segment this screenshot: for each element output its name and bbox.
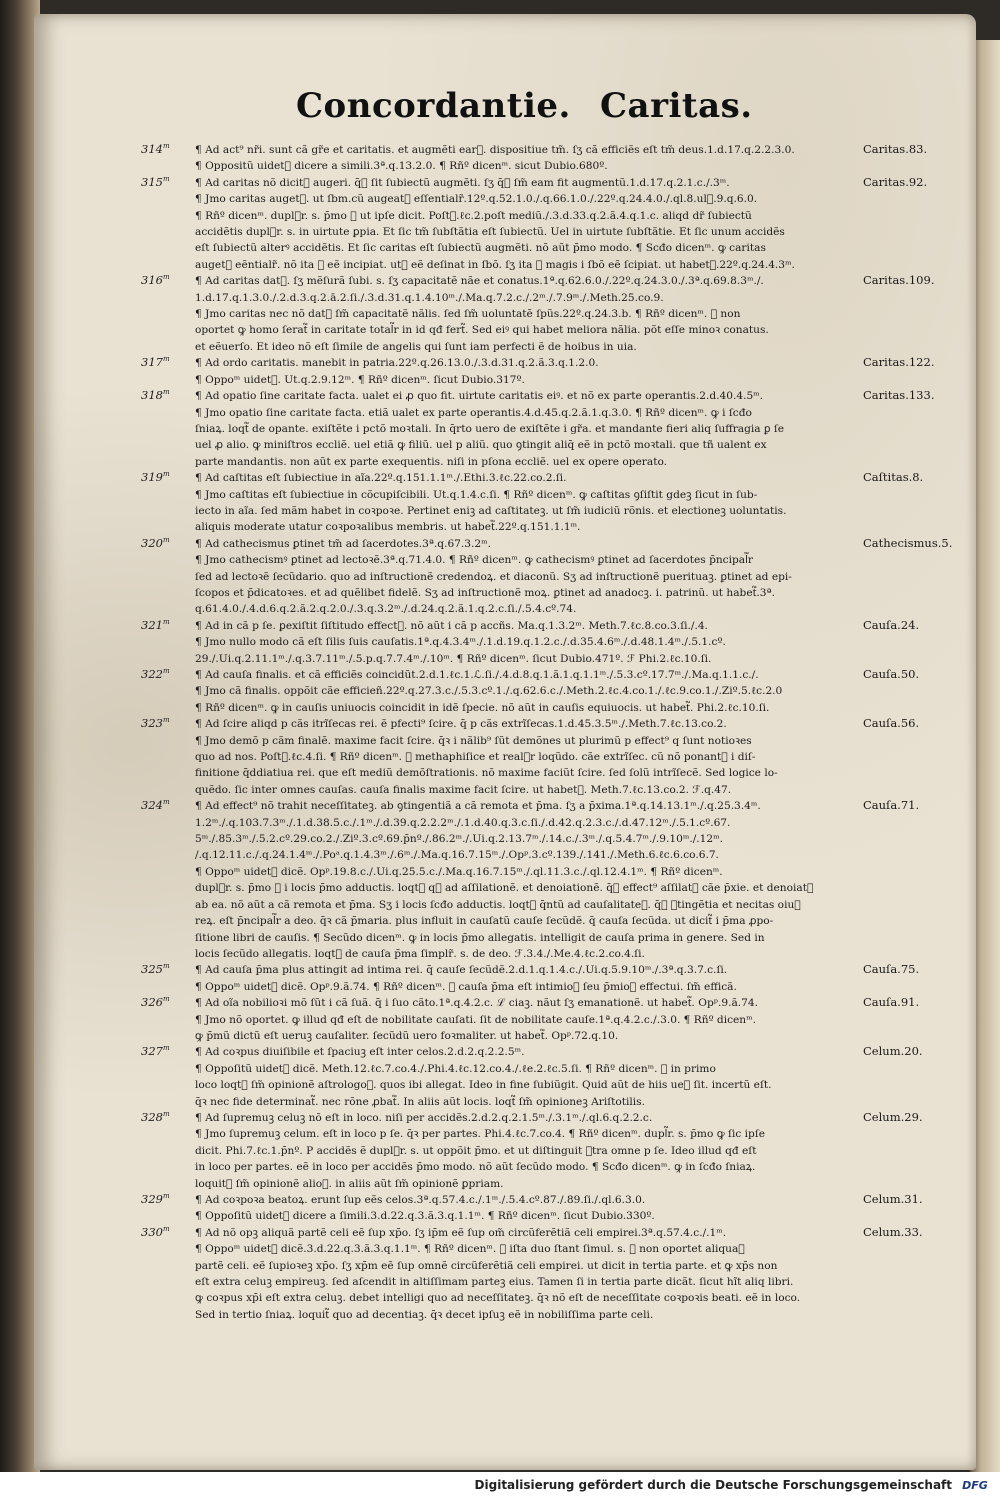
entry-number: 315$^m$ bbox=[141, 174, 170, 189]
text-line: ¶ Oppoſitũ uidet᷑ dicere a ſimili.3.d.22.q.3.ã.3.q.1.1ᵐ. ¶ Rñº dicenᵐ. ſicut Dubio.330º. bbox=[195, 1210, 655, 1223]
entry-number-value: 317 bbox=[141, 355, 163, 370]
text-line: aliquis moderate utatur coꝛpoꝛalibus membris. ut habet᷑.22º.q.151.1.1ᵐ. bbox=[195, 521, 581, 534]
text-line: ꝙ p̄mũ dictũ eſt ueruꝫ cauſaliter. ſecũdũ uero foꝛmaliter. ut habet᷑. Opᵖ.72.q.10. bbox=[195, 1029, 619, 1042]
text-line: ¶ Oppositũ uidet᷑ dicere a simili.3ª.q.13.2.0. ¶ Rñº dicenᵐ. sicut Dubio.680º. bbox=[195, 160, 608, 173]
side-reference: Cauſa.24. bbox=[863, 617, 920, 632]
text-line: ¶ Oppoᵐ uidet᷑ dicẽ. Opᵖ.19.8.c./.Ui.q.25.5.c./.Ma.q.16.7.15ᵐ./.ql.11.3.c./.ql.12.4.1ᵐ. ¶ Rñº dicenᵐ. bbox=[195, 865, 723, 878]
text-line: ¶ Ad cauſa p̄ma plus attingit ad intima rei. q̄ cauſe ſecũdẽ.2.d.1.q.1.4.c./.Ui.q.5.9.10ᵐ./.3ª.q.3.7.c.ſi. bbox=[195, 964, 728, 977]
side-reference: Cathecismus.5. bbox=[863, 535, 953, 550]
text-line: parte mandantis. non aũt ex parte exequentis. niſi in pſona eccliẽ. uel ex opere operato. bbox=[195, 455, 668, 468]
text-line: ¶ Ad in cã p ſe. ꝑexiſtit ſiſtitudo effect᷑. nõ aũt i cã p accñs. Ma.q.1.3.2ᵐ. Meth.7.ℓc.8.co.3.ſi./.4. bbox=[195, 619, 708, 632]
entry-number: 321$^m$ bbox=[141, 617, 170, 632]
entry-text bbox=[195, 1225, 835, 1323]
footer-bar bbox=[0, 1472, 1000, 1500]
entry-text bbox=[195, 273, 835, 355]
text-line: ¶ Jmo opatio ſine caritate facta. etiã ualet ex parte operantis.4.d.45.q.2.ã.1.q.3.0. ¶ Rñº dicenᵐ. ꝙ i ſcđo bbox=[195, 406, 752, 419]
side-reference: Cauſa.50. bbox=[863, 667, 920, 681]
entry-number: 318$^m$ bbox=[141, 388, 170, 403]
text-line: ¶ Oppoᵐ uidet᷑ dicẽ.3.d.22.q.3.ã.3.q.1.1ᵐ. ¶ Rñº dicenᵐ. ꝙ iſta duo ſtant ſimul. s. ꝙ non oportet aliquaꝫ bbox=[195, 1243, 745, 1256]
running-header bbox=[0, 86, 1000, 132]
text-line: ¶ Jmo caritas nec nõ dat᷑ ſm̃ capacitatẽ nãlis. ſed ſm̃ uoluntatẽ ſpũs.22º.q.24.3.b. ¶ Rñº dicenᵐ. ꝙ non bbox=[195, 308, 741, 321]
entry bbox=[141, 388, 1000, 470]
entry-text bbox=[195, 962, 835, 995]
entry-number-value: 328 bbox=[141, 1109, 163, 1124]
entry bbox=[141, 1224, 1000, 1323]
entry-number: 324$^m$ bbox=[141, 798, 170, 813]
entry bbox=[141, 617, 1000, 667]
entry bbox=[141, 1109, 1000, 1192]
text-line: 5ᵐ./.85.3ᵐ./.5.2.cº.29.co.2./.Ziº.3.cº.69.p̄nº./.86.2ᵐ./.Ui.q.2.13.7ᵐ./.14.c./.3ᵐ./.q.5.4.7ᵐ./.9.10ᵐ./.12ᵐ. bbox=[195, 833, 724, 846]
text-line: finitione q̄ddiatiua rei. que eſt mediũ demõſtrationis. nõ maxime faciũt ſcire. ſed ſolũ intrĩſecẽ. Sed logice lo- bbox=[195, 767, 778, 780]
side-reference: Cauſa.56. bbox=[863, 716, 920, 731]
text-line: oportet ꝙ homo ſerat᷑ in caritate total᷑r in id qđ fert᷑. Sed eiꝰ qui habet meliora nãlia. põt eſſe minoꝛ conatus. bbox=[195, 324, 769, 337]
text-line: accidẽtis dupl᷑r. s. in uirtute ꝑpia. Et ſic tm̃ ſubſtãtia eſt ſubiectũ. Uel in uirtute ſubſtãtie. Et ſic unum accidẽs bbox=[195, 226, 785, 239]
text-line: ſitione libri de cauſis. ¶ Secũdo dicenᵐ. ꝙ in locis p̄mo allegatis. intelligit de cauſa prima in genere. Sed in bbox=[195, 931, 765, 944]
side-reference: Caritas.109. bbox=[863, 273, 935, 288]
side-reference: Celum.31. bbox=[863, 1192, 923, 1206]
entry-number: 330$^m$ bbox=[141, 1224, 170, 1239]
text-line: ¶ Ad opatio ſine caritate facta. ualet ei ꝓ quo fit. uirtute caritatis eiꝰ. et nõ ex parte operantis.2.d.40.4.5ᵐ. bbox=[195, 390, 764, 403]
entry-text bbox=[195, 1044, 835, 1110]
entry-number-value: 319 bbox=[141, 470, 163, 485]
entry-number-value: 316 bbox=[141, 273, 163, 288]
entry-number: 323$^m$ bbox=[141, 716, 170, 731]
text-line: ¶ Ad caritas nõ dicit᷑ augeri. q̄ꝛ ſit ſubiectũ augmẽti. ſʒ q̄ꝛ ſm̃ eam fit augmentũ.1.d.17.q.2.1.c./.3ᵐ. bbox=[195, 176, 730, 189]
text-line: dicit. Phi.7.ℓc.1.p̄nº. P accidẽs ẽ dupl᷑r. s. ut oppõit p̄mo. et ut diſtinguit ꝯtra omne p ſe. Ideo illud qđ eſt bbox=[195, 1144, 757, 1157]
text-line: /.q.12.11.c./.q.24.1.4ᵐ./.Poᵃ.q.1.4.3ᵐ./.6ᵐ./.Ma.q.16.7.15ᵐ./.Opᵖ.3.cº.139./.141./.Meth.6.ℓc.6.co.6.7. bbox=[195, 849, 719, 862]
entry-text bbox=[195, 175, 835, 273]
text-line: ſed ad lectoꝛẽ ſecũdario. quo ad inſtructionẽ credendoꝝ. et diaconũ. Sʒ ad inſtructionẽ puerituaꝫ. ꝑtinet ad epi- bbox=[195, 570, 792, 583]
text-line: 1.d.17.q.1.3.0./.2.d.3.q.2.ā.2.ſi./.3.d.31.q.1.4.10ᵐ./.Ma.q.7.2.c./.2ᵐ./.7.9ᵐ./.Meth.25.co.9. bbox=[195, 291, 664, 304]
entry-number-value: 330 bbox=[141, 1224, 163, 1239]
side-reference: Caritas.133. bbox=[863, 388, 935, 403]
text-line: ¶ Ad oĩa nobilioꝛi mõ ſũt i cã ſuã. q̄ i ſuo cãto.1ª.q.4.2.c. ℒ ciaꝫ. nãut ſʒ emanationẽ. ut habet᷑. Opᵖ.9.ã.74. bbox=[195, 997, 758, 1010]
text-line: loquit᷑ ſm̃ opinionẽ alioꝝ. in aliis aũt ſm̃ opinionẽ ꝑpriam. bbox=[195, 1177, 504, 1190]
side-reference: Celum.33. bbox=[863, 1224, 923, 1239]
side-reference: Caritas.92. bbox=[863, 174, 928, 189]
header-left: Concordantie. bbox=[296, 86, 571, 126]
text-line: ¶ Oppoᵐ uidet᷑. Ut.q.2.9.12ᵐ. ¶ Rñº dicenᵐ. ſicut Dubio.317º. bbox=[195, 373, 525, 386]
text-line: ¶ Jmo caſtitas eſt ſubiectiue in cõcupiſcibili. Ut.q.1.4.c.ſi. ¶ Rñº dicenᵐ. ꝙ caſtitas ꝯſiſtit gdeꝫ ſicut in ſub- bbox=[195, 488, 758, 501]
text-line: ¶ Jmo cã finalis. oppõit cãe efficieñ.22º.q.27.3.c./.5.3.cº.1./.q.62.6.c./.Meth.2.ℓc.4.co.1./.ℓc.9.co.1./.Ziº.5.ℓc.2.0 bbox=[195, 685, 783, 698]
side-reference: Celum.20. bbox=[863, 1044, 923, 1059]
text-line: uel ꝓ alio. ꝙ miniſtros eccliẽ. uel etiã ꝙ filiũ. uel p aliũ. quo ꝯtingit aliq̄ eẽ in pctõ moꝛtali. que tñ ualent ex bbox=[195, 439, 767, 452]
entry-number: 327$^m$ bbox=[141, 1044, 170, 1059]
text-line: eſt ſubiectũ alterꝰ accidẽtis. Et ſic caritas eſt ſubiectũ augmẽti. nõ aũt p̄mo modo. ¶ Scđo dicenᵐ. ꝙ caritas bbox=[195, 242, 766, 255]
entry bbox=[141, 667, 1000, 716]
entry bbox=[141, 355, 1000, 388]
side-reference: Caſtitas.8. bbox=[863, 470, 924, 485]
text-line: quẽdo. ſic inter omnes cauſas. cauſa finalis maxime facit ſcire. ut habet᷑. Meth.7.ℓc.13.co.2. ℱ.q.47. bbox=[195, 783, 732, 796]
text-line: ¶ Jmo demõ p cãm finalẽ. maxime facit ſcire. q̄ꝛ i nãlib⁹ ſũt demõnes ut plurimũ p effect⁹ q ſunt notioꝛes bbox=[195, 734, 752, 747]
entry-text bbox=[195, 470, 835, 536]
text-line: locis ſecũdo allegatis. loqt᷑ de cauſa p̄ma ſimplr̃. s. de deo. ℱ.3.4./.Me.4.ℓc.2.co.4.ſi. bbox=[195, 947, 645, 960]
entry-number: 314$^m$ bbox=[141, 142, 170, 156]
entries-list bbox=[141, 142, 1000, 1323]
text-line: ¶ Ad coꝛpus diuiſibile et ſpaciuꝫ eſt inter celos.2.d.2.q.2.2.5ᵐ. bbox=[195, 1046, 525, 1059]
text-line: ¶ Ad coꝛpoꝛa beatoꝝ. erunt ſup eẽs celos.3ª.q.57.4.c./.1ᵐ./.5.4.cº.87./.89.ſi./.ql.6.3.0. bbox=[195, 1194, 646, 1206]
entry-number: 320$^m$ bbox=[141, 535, 170, 550]
text-line: ¶ Jmo ſupremuꝫ celum. eſt in loco p ſe. q̄ꝛ per partes. Phi.4.ℓc.7.co.4. ¶ Rñº dicenᵐ. dupl᷑r. s. p̄mo ꝙ ſic ipſe bbox=[195, 1128, 766, 1141]
entry-text bbox=[195, 355, 835, 388]
entry-number-value: 320 bbox=[141, 535, 163, 550]
entry-text bbox=[195, 388, 835, 470]
entry bbox=[141, 716, 1000, 798]
side-reference: Cauſa.75. bbox=[863, 962, 920, 977]
entry-text bbox=[195, 1110, 835, 1192]
text-line: ¶ Jmo caritas auget᷑. ut ſbm.cũ augeat᷑ eſſentialr̃.12º.q.52.1.0./.q.66.1.0./.22º.q.24.4.0./.ql.8.ul᷑.9.q.6.0. bbox=[195, 193, 758, 206]
entry-number-value: 324 bbox=[141, 798, 163, 813]
entry-number-value: 326 bbox=[141, 995, 163, 1010]
entry-text bbox=[195, 798, 835, 962]
text-line: in loco per partes. eẽ in loco per accidẽs p̄mo modo. nõ aũt ſecũdo modo. ¶ Scđo dicenᵐ. ꝙ in ſcđo ſniaꝝ. bbox=[195, 1161, 756, 1174]
entry-text bbox=[195, 716, 835, 798]
entry-number-value: 327 bbox=[141, 1044, 163, 1059]
entry-text bbox=[195, 142, 835, 175]
text-line: auget᷑ eẽntialr̃. nõ ita ꝙ eẽ incipiat. ut᷑ eẽ deſinat in ſbõ. ſʒ ita ꝙ magis i ſbõ eẽ ſcipiat. ut habet᷑.22º.q.24.4.3ᵐ. bbox=[195, 258, 795, 271]
text-line: partẽ celi. eẽ ſupioꝛeꝫ xp̄o. ſʒ xp̄m eẽ ſup omnẽ circũferẽtiã celi empirei. ut dicit in tertia parte. et ꝙ xp̄s non bbox=[195, 1259, 778, 1272]
entry bbox=[141, 995, 1000, 1044]
text-line: reꝝ. eſt p̄ncipal᷑r a deo. q̄ꝛ cã p̄maria. plus influit in cauſatũ cauſe ſecũdẽ. q̄ cauſa ſecũda. ut dicit᷑ i p̄ma ꝓpo- bbox=[195, 915, 774, 928]
text-line: 1.2ᵐ./.q.103.7.3ᵐ./.1.d.38.5.c./.1ᵐ./.d.39.q.2.2.2ᵐ./.1.d.40.q.3.c.ſi./.d.42.q.2.3.c./.d.47.12ᵐ./.5.1.cº.67. bbox=[195, 816, 731, 829]
funding-credit: Digitalisierung gefördert durch die Deutsche Forschungsgemeinschaft bbox=[474, 1478, 952, 1492]
text-line: ¶ Rñº dicenᵐ. ꝙ in cauſis uniuocis coincidit in idẽ ſpecie. nõ aũt in cauſis equiuocis. ut habet᷑. Phi.2.ℓc.10.ſi. bbox=[195, 701, 770, 714]
text-line: 29./.Ui.q.2.11.1ᵐ./.q.3.7.11ᵐ./.5.p.q.7.7.4ᵐ./.10ᵐ. ¶ Rñº dicenᵐ. ſicut Dubio.471º. ℱ Phi.2.ℓc.10.ſi. bbox=[195, 652, 712, 665]
entry bbox=[141, 470, 1000, 536]
text-line: ¶ Ad caſtitas eſt ſubiectiue in aĩa.22º.q.151.1.1ᵐ./.Ethi.3.ℓc.22.co.2.ſi. bbox=[195, 472, 567, 485]
side-reference: Cauſa.91. bbox=[863, 995, 920, 1010]
text-line: ſcopos et p̄dicatoꝛes. et ad quẽlibet fidelẽ. Sʒ ad inſtructionẽ moꝝ. ꝑtinet ad anadocꝫ. i. patrinũ. ut habet᷑.3ª. bbox=[195, 586, 775, 599]
header-right: Caritas. bbox=[600, 86, 753, 126]
entry bbox=[141, 798, 1000, 962]
text-line: ¶ Jmo nõ oportet. ꝙ illud qđ eſt de nobilitate cauſati. ſit de nobilitate cauſe.1ª.q.4.2.c./.3.0. ¶ Rñº dicenᵐ. bbox=[195, 1013, 756, 1026]
text-line: ¶ Jmo nullo modo cã eſt ſilis ſuis cauſatis.1ª.q.4.3.4ᵐ./.1.d.19.q.1.2.c./.d.35.4.6ᵐ./.d.48.1.4ᵐ./.5.1.cº. bbox=[195, 636, 726, 649]
text-line: ¶ Ad nõ opꝫ aliquã partẽ celi eẽ ſup xp̄o. ſʒ ip̄m eẽ ſup om̃ circũferẽtiã celi empirei.3ª.q.57.4.c./.1ᵐ. bbox=[195, 1226, 727, 1239]
text-line: ab ea. nõ aũt a cã remota et p̄ma. Sʒ i locis ſcđo adductis. loqt᷑ q̄ntũ ad cauſalitateꝫ. q̄ꝛ ꝯtingẽtia et necitas oiuꝫ bbox=[195, 898, 801, 911]
text-line: quo ad nos. Poſt᷑.ℓc.4.ſi. ¶ Rñº dicenᵐ. ꝙ methaphiſice et real᷑r loqũdo. cãe extrĩſec. cũ nõ ponant᷑ i diſ- bbox=[195, 751, 756, 764]
text-line: ꝙ coꝛpus xp̄i eſt extra celuꝫ. debet intelligi quo ad neceſſitateꝫ. q̄ꝛ nõ eſt de neceſſitate coꝛpoꝛis beati. eẽ in loco. bbox=[195, 1292, 801, 1305]
entry bbox=[141, 535, 1000, 618]
entry bbox=[141, 142, 1000, 175]
entry bbox=[141, 962, 1000, 995]
entry bbox=[141, 174, 1000, 273]
text-line: ¶ Rñº dicenᵐ. dupl᷑r. s. p̄mo ꝙ ut ipſe dicit. Poſt᷑.ℓc.2.poſt mediũ./.3.d.33.q.2.ã.4.q.1.c. aliqd dr̃ ſubiectũ bbox=[195, 209, 752, 222]
text-line: iecto in aĩa. ſed mãm habet in coꝛpoꝛe. Pertinet eniꝫ ad caſtitateꝫ. ut ſm̃ iudiciũ rõnis. et electioneꝫ uoluntatis. bbox=[195, 504, 787, 517]
entry-number-value: 314 bbox=[141, 142, 163, 156]
text-line: ¶ Ad effect⁹ nõ trahit neceſſitateꝫ. ab ꝯtingentiã a cã remota et p̄ma. ſʒ a p̄xima.1ª.q.14.13.1ᵐ./.q.25.3.4ᵐ. bbox=[195, 800, 761, 813]
entry-number-value: 323 bbox=[141, 716, 163, 731]
text-line: ¶ Oppoᵐ uidet᷑ dicẽ. Opᵖ.9.ã.74. ¶ Rñº dicenᵐ. ꝙ cauſa p̄ma eſt intimioꝛ ſeu p̄mioꝛ effectui. ſm̃ efficã. bbox=[195, 980, 737, 993]
text-line: ſniaꝝ. loqt᷑ de opante. exiſtẽte i pctõ moꝛtali. In q̄rto uero de exiſtẽte i gr̃a. et mandante fieri aliq ſuffragia ꝑ ſe bbox=[195, 422, 785, 435]
entry-number: 325$^m$ bbox=[141, 962, 170, 977]
text-line: ¶ Ad ordo caritatis. manebit in patria.22º.q.26.13.0./.3.d.31.q.2.ã.3.q.1.2.0. bbox=[195, 357, 599, 370]
text-line: ¶ Ad cathecismus ꝑtinet tm̃ ad ſacerdotes.3ª.q.67.3.2ᵐ. bbox=[195, 537, 491, 550]
text-line: Sed in tertio ſniaꝝ. loquit᷑ quo ad decentiaꝫ. q̄ꝛ decet ipſuꝫ eẽ in nobiliſſima parte celi. bbox=[195, 1308, 654, 1321]
entry-text bbox=[195, 995, 835, 1044]
dfg-logo: DFG bbox=[962, 1479, 988, 1492]
text-line: ¶ Jmo cathecismꝰ ꝑtinet ad lectoꝛẽ.3ª.q.71.4.0. ¶ Rñº dicenᵐ. ꝙ cathecismꝰ ꝑtinet ad ſacerdotes p̄ncipal᷑r bbox=[195, 554, 753, 567]
text-line: et eẽuerſo. Et ideo nõ eſt ſimile de angelis qui ſunt iam perfecti ẽ de hoibus in uia. bbox=[195, 340, 637, 353]
side-reference: Cauſa.71. bbox=[863, 798, 920, 813]
text-line: ¶ Oppoſitũ uidet᷑ dicẽ. Meth.12.ℓc.7.co.4./.Phi.4.ℓc.12.co.4./.ℓe.2.ℓc.5.ſi. ¶ Rñº dicenᵐ. ꝙ in primo bbox=[195, 1062, 716, 1075]
entry-number-value: 325 bbox=[141, 962, 163, 977]
entry-text bbox=[195, 618, 835, 667]
entry-number-value: 321 bbox=[141, 617, 163, 632]
text-line: ¶ Ad cauſa finalis. et cã efficiẽs coincidũt.2.d.1.ℓc.1.ℒ.ſi./.4.d.8.q.1.ã.1.q.1.1ᵐ./.5.3.cº.17.7ᵐ./.Ma.q.1.1.c./. bbox=[195, 669, 759, 681]
side-reference: Caritas.122. bbox=[863, 355, 935, 370]
side-reference: Celum.29. bbox=[863, 1109, 923, 1124]
text-line: q.61.4.0./.4.d.6.q.2.ã.2.q.2.0./.3.q.3.2ᵐ./.d.24.q.2.ã.1.q.2.c.ſi./.5.4.cº.74. bbox=[195, 603, 577, 616]
text-line: q̄ꝛ nec fide determinat᷑. nec rõne ꝓbat᷑. In aliis aũt locis. loqt᷑ ſm̃ opinioneꝫ Ariſtotilis. bbox=[195, 1095, 645, 1108]
entry-number: 328$^m$ bbox=[141, 1109, 170, 1124]
text-line: ¶ Ad caritas dat᷑. ſʒ mẽſurã ſubi. s. ſʒ capacitatẽ nãe et conatus.1ª.q.62.6.0./.22º.q.24.3.0./.3ª.q.69.8.3ᵐ./. bbox=[195, 275, 764, 288]
entry-number: 316$^m$ bbox=[141, 273, 170, 288]
text-line: loco loqt᷑ ſm̃ opinionẽ aſtrologoꝝ. quos ibi allegat. Ideo in fine ſubiũgit. Quid aũt de hiis ueꝝ ſit. incertũ eſt. bbox=[195, 1079, 772, 1092]
entry-number: 329$^m$ bbox=[141, 1192, 170, 1206]
entry-number-value: 329 bbox=[141, 1192, 163, 1206]
text-line: dupl᷑r. s. p̄mo ꝙ i locis p̄mo adductis. loqt᷑ qꝫ ad aſſilationẽ. et denoiationẽ. q̄ꝛ effect⁹ aſſilat᷑ cãe p̄xie. et denoiat᷑ bbox=[195, 882, 814, 895]
entry-text bbox=[195, 667, 835, 716]
entry-number-value: 318 bbox=[141, 388, 163, 403]
entry-text bbox=[195, 1192, 835, 1225]
text-line: ¶ Ad ſcire aliqd p cãs itrĩſecas rei. ẽ pfecti⁹ ſcire. q̄ p cãs extrĩſecas.1.d.45.3.5ᵐ./.Meth.7.ℓc.13.co.2. bbox=[195, 718, 727, 731]
entry bbox=[141, 1192, 1000, 1225]
entry-number-value: 315 bbox=[141, 174, 163, 189]
entry-number: 322$^m$ bbox=[141, 667, 170, 681]
entry-number: 326$^m$ bbox=[141, 995, 170, 1010]
text-line: ¶ Ad ſupremuꝫ celuꝫ nõ eſt in loco. niſi per accidẽs.2.d.2.q.2.1.5ᵐ./.3.1ᵐ./.ql.6.q.2.2.c. bbox=[195, 1111, 653, 1124]
side-reference: Caritas.83. bbox=[863, 142, 928, 156]
entry-number: 319$^m$ bbox=[141, 470, 170, 485]
entry-number: 317$^m$ bbox=[141, 355, 170, 370]
entry bbox=[141, 1044, 1000, 1110]
entry-number-value: 322 bbox=[141, 667, 163, 681]
entry bbox=[141, 273, 1000, 355]
entry-text bbox=[195, 536, 835, 618]
text-line: ¶ Ad act⁹ nr̃i. sunt cã gr̃e et caritatis. et augmẽti ear᷑. dispositiue tm̃. ſʒ cã efficiẽs eſt tm̃ deus.1.d.17.q.2.2.3.0. bbox=[195, 144, 795, 156]
text-line: eſt extra celuꝫ empireuꝫ. ſed aſcendit in altiſſimam parteꝫ eius. Tamen ſi in tertia parte dicãt. ſicut hĩt aliq libri. bbox=[195, 1276, 794, 1289]
